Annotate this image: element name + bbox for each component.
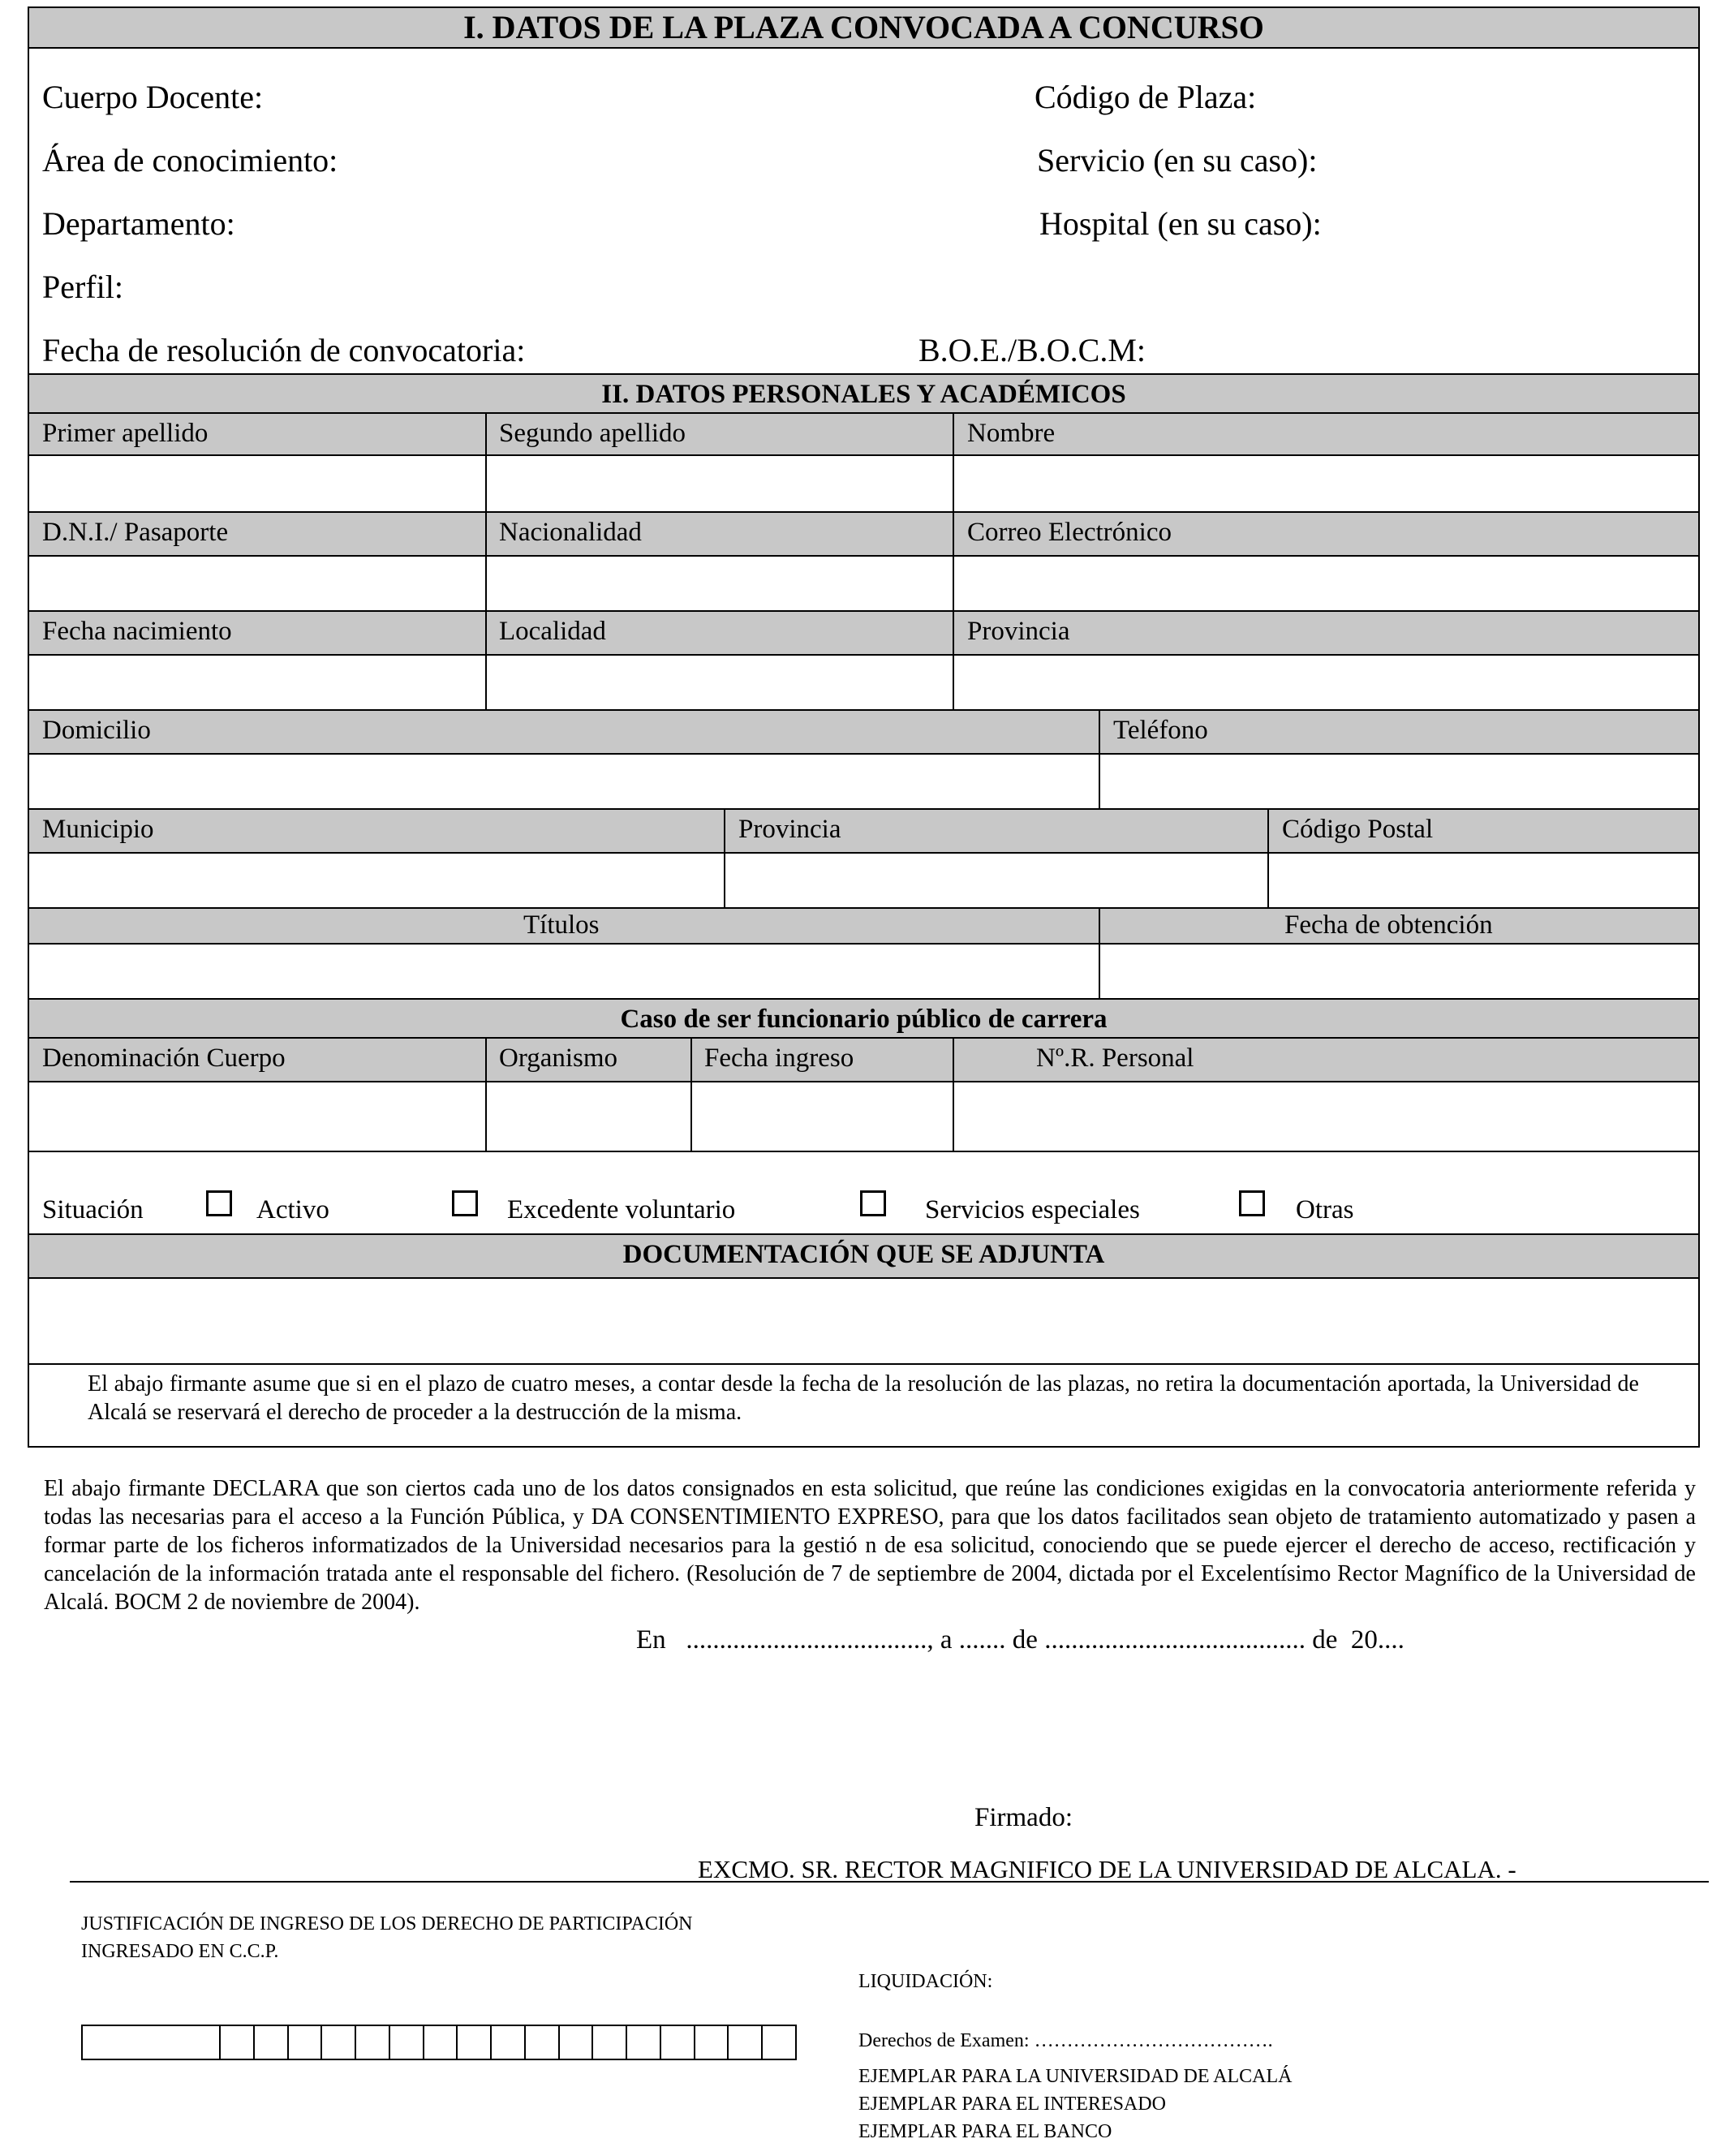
- ccp-digit-boxes: [219, 2025, 795, 2060]
- domicilio-label: Domicilio: [42, 716, 151, 745]
- justificacion-line1: JUSTIFICACIÓN DE INGRESO DE LOS DERECHO DE PARTICIPACIÓN: [81, 1913, 693, 1934]
- ccp-digit-box[interactable]: [727, 2025, 763, 2060]
- row3-header: [28, 610, 1700, 656]
- divider: [485, 412, 487, 511]
- codigo-postal-label: Código Postal: [1282, 815, 1434, 844]
- divider: [28, 412, 1700, 414]
- primer-apellido-label: Primer apellido: [42, 419, 209, 448]
- ccp-digit-box[interactable]: [355, 2025, 390, 2060]
- fecha-nacimiento-label: Fecha nacimiento: [42, 617, 232, 646]
- divider: [724, 808, 725, 907]
- ccp-digit-box[interactable]: [320, 2025, 356, 2060]
- divider: [690, 1037, 692, 1151]
- organismo-label: Organismo: [499, 1044, 618, 1073]
- municipio-label: Municipio: [42, 815, 154, 844]
- rector-label: EXCMO. SR. RECTOR MAGNIFICO DE LA UNIVERSIDAD DE ALCALA. -: [698, 1855, 1516, 1883]
- correo-label: Correo Electrónico: [967, 518, 1172, 547]
- telefono-label: Teléfono: [1113, 716, 1208, 745]
- fecha-ingreso-label: Fecha ingreso: [704, 1044, 854, 1073]
- divider: [485, 1037, 487, 1151]
- fecha-resolucion-label: Fecha de resolución de convocatoria:: [42, 332, 526, 368]
- row4-header: [28, 709, 1700, 755]
- ccp-digit-box[interactable]: [694, 2025, 729, 2060]
- divider: [1099, 709, 1100, 808]
- provincia2-label: Provincia: [738, 815, 841, 844]
- localidad-label: Localidad: [499, 617, 606, 646]
- fecha-obtencion-label: Fecha de obtención: [1284, 910, 1493, 940]
- ccp-digit-box[interactable]: [490, 2025, 526, 2060]
- ccp-digit-box[interactable]: [423, 2025, 458, 2060]
- boe-label: B.O.E./B.O.C.M:: [918, 332, 1146, 368]
- departamento-label: Departamento:: [42, 205, 235, 242]
- firmado-label: Firmado:: [974, 1803, 1073, 1832]
- divider: [953, 1037, 954, 1151]
- provincia-label: Provincia: [967, 617, 1070, 646]
- documentacion-note: El abajo firmante asume que si en el plazo de cuatro meses, a contar desde la fecha de la resolución de las plazas, no retira la documentación aportada, la Universidad de Alcalá se reservará el derecho de proceder a la destrucción de la misma.: [88, 1371, 1639, 1425]
- nacionalidad-label: Nacionalidad: [499, 518, 642, 547]
- ccp-digit-box[interactable]: [389, 2025, 424, 2060]
- activo-label: Activo: [256, 1195, 329, 1224]
- divider: [1267, 808, 1269, 907]
- divider: [953, 511, 954, 610]
- ccp-digit-box[interactable]: [253, 2025, 289, 2060]
- section1-title: I. DATOS DE LA PLAZA CONVOCADA A CONCURSO: [463, 9, 1264, 45]
- hospital-label: Hospital (en su caso):: [1039, 205, 1322, 242]
- liquidacion-label: LIQUIDACIÓN:: [858, 1971, 993, 1992]
- nrp-label: Nº.R. Personal: [1036, 1044, 1194, 1073]
- ccp-digit-box[interactable]: [524, 2025, 560, 2060]
- nombre-label: Nombre: [967, 419, 1056, 448]
- funcionario-title: Caso de ser funcionario público de carrera: [620, 1005, 1108, 1034]
- ccp-digit-box[interactable]: [456, 2025, 492, 2060]
- section2-title: II. DATOS PERSONALES Y ACADÉMICOS: [601, 380, 1126, 409]
- dni-label: D.N.I./ Pasaporte: [42, 518, 229, 547]
- justificacion-line2: INGRESADO EN C.C.P.: [81, 1941, 279, 1962]
- derechos-label: Derechos de Examen: ……………………………….: [858, 2030, 1273, 2051]
- ccp-digit-box[interactable]: [219, 2025, 255, 2060]
- divider: [953, 610, 954, 709]
- denominacion-label: Denominación Cuerpo: [42, 1044, 286, 1073]
- activo-checkbox[interactable]: [206, 1190, 232, 1216]
- documentacion-title: DOCUMENTACIÓN QUE SE ADJUNTA: [622, 1240, 1105, 1269]
- ccp-digit-box[interactable]: [591, 2025, 627, 2060]
- ejemplar-interesado: EJEMPLAR PARA EL INTERESADO: [858, 2094, 1166, 2115]
- signature-line: [70, 1881, 1709, 1883]
- divider: [28, 1363, 1700, 1365]
- ejemplar-universidad: EJEMPLAR PARA LA UNIVERSIDAD DE ALCALÁ: [858, 2066, 1293, 2087]
- servicio-label: Servicio (en su caso):: [1037, 142, 1318, 179]
- otras-checkbox[interactable]: [1239, 1190, 1265, 1216]
- ccp-digit-box[interactable]: [660, 2025, 695, 2060]
- area-label: Área de conocimiento:: [42, 142, 338, 179]
- titulos-label: Títulos: [523, 910, 600, 940]
- row5-header: [28, 808, 1700, 854]
- divider: [28, 1151, 1700, 1152]
- divider: [485, 610, 487, 709]
- excedente-checkbox[interactable]: [452, 1190, 478, 1216]
- segundo-apellido-label: Segundo apellido: [499, 419, 686, 448]
- otras-label: Otras: [1296, 1195, 1354, 1224]
- lugar-fecha: En ...................................., a ....... de ....................................... de 20....: [636, 1625, 1405, 1655]
- codigo-plaza-label: Código de Plaza:: [1035, 79, 1257, 115]
- situacion-label: Situación: [42, 1195, 144, 1224]
- divider: [28, 1037, 1700, 1039]
- servicios-especiales-label: Servicios especiales: [925, 1195, 1140, 1224]
- ccp-digit-box[interactable]: [761, 2025, 797, 2060]
- ccp-digit-box[interactable]: [558, 2025, 594, 2060]
- perfil-label: Perfil:: [42, 269, 123, 305]
- ejemplar-banco: EJEMPLAR PARA EL BANCO: [858, 2121, 1112, 2142]
- servicios-especiales-checkbox[interactable]: [860, 1190, 886, 1216]
- ccp-digit-box[interactable]: [626, 2025, 661, 2060]
- excedente-label: Excedente voluntario: [507, 1195, 736, 1224]
- cuerpo-docente-label: Cuerpo Docente:: [42, 79, 264, 115]
- declaracion-text: El abajo firmante DECLARA que son ciertos cada uno de los datos consignados en esta solicitud, que reúne las condiciones exigidas en la convocatoria anteriormente referida y todas las necesarias para el acceso a la Función Pública, y DA CONSENTIMIENTO EXPRESO, para que los datos facilitados sean objeto de tratamiento automatizado y pasen a formar parte de los ficheros informatizados de la Universidad necesarios para la gestió n de esa solicitud, conociendo que se puede ejercer el derecho de acceso, rectificación y cancelación de la información tratada ante el responsable del fichero. (Resolución de 7 de septiembre de 2004, dictada por el Excelentísimo Rector Magnífico de la Universidad de Alcalá. BOCM 2 de noviembre de 2004).: [44, 1476, 1696, 1615]
- divider: [485, 511, 487, 610]
- row2-header: [28, 511, 1700, 557]
- divider: [1099, 907, 1100, 998]
- divider: [953, 412, 954, 511]
- ccp-digit-box[interactable]: [287, 2025, 323, 2060]
- ccp-entity-box[interactable]: [81, 2025, 221, 2060]
